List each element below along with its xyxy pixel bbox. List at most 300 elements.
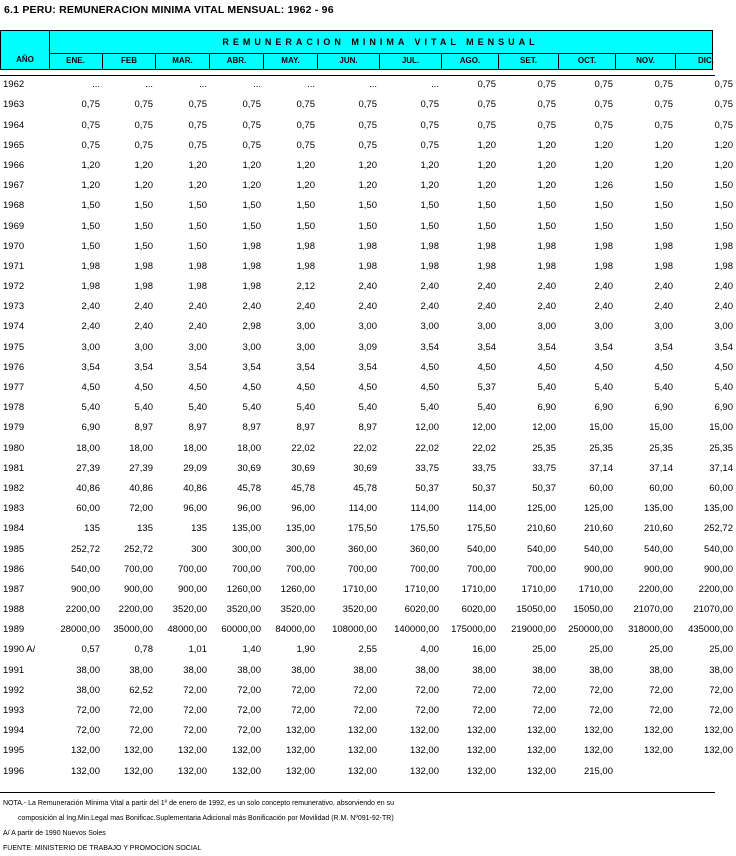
- value-cell: 25,00: [649, 644, 673, 656]
- value-cell: 900,00: [703, 563, 733, 575]
- value-cell: 1,50: [537, 200, 556, 212]
- value-cell: 72,00: [353, 705, 377, 716]
- value-cell: 4,50: [242, 382, 261, 393]
- value-cell: 135,00: [231, 523, 261, 535]
- value-cell: 0,75: [537, 119, 556, 131]
- value-cell: 1,98: [296, 240, 315, 252]
- value-cell: 0,75: [654, 99, 673, 111]
- table-row: [0, 133, 733, 153]
- value-cell: 1,98: [242, 260, 261, 272]
- value-cell: 38,00: [472, 664, 496, 676]
- table-group-title: REMUNERACION MINIMA VITAL MENSUAL: [49, 31, 712, 54]
- table-row: [0, 254, 733, 274]
- value-cell: 540,00: [466, 543, 496, 555]
- value-cell: 1,50: [714, 180, 733, 192]
- value-cell: 3,00: [134, 341, 153, 353]
- value-cell: 3,00: [714, 321, 733, 333]
- value-cell: 4,00: [420, 644, 439, 656]
- value-cell: 0,75: [477, 119, 496, 131]
- value-cell: 1,20: [594, 139, 613, 151]
- value-cell: 22,02: [472, 442, 496, 454]
- value-cell: 318000,00: [628, 624, 673, 636]
- value-cell: 4,50: [477, 361, 496, 373]
- value-cell: 3,54: [134, 361, 153, 373]
- value-cell: 96,00: [183, 503, 207, 515]
- value-cell: 132,00: [409, 725, 439, 737]
- month-headers: [49, 53, 712, 69]
- value-cell: 3,54: [477, 341, 496, 353]
- year-cell: 1983: [3, 503, 25, 515]
- table-row: [0, 375, 733, 395]
- year-cell: 1982: [3, 482, 25, 494]
- value-cell: 1,98: [477, 240, 496, 252]
- value-cell: 1,20: [714, 159, 733, 171]
- year-cell: 1981: [3, 462, 25, 474]
- table-row: [0, 758, 713, 778]
- year-cell: 1971: [3, 260, 25, 272]
- value-cell: 2200,00: [65, 604, 100, 616]
- value-cell: 0,75: [188, 139, 207, 151]
- page-title: 6.1 PERU: REMUNERACION MINIMA VITAL MENSUAL: 1962 - 96: [4, 4, 334, 16]
- value-cell: 6,90: [81, 422, 100, 434]
- value-cell: 4,50: [420, 382, 439, 393]
- value-cell: 1,20: [537, 159, 556, 171]
- value-cell: 5,40: [714, 382, 733, 393]
- value-cell: ...: [431, 79, 439, 91]
- year-cell: 1974: [3, 321, 25, 333]
- value-cell: 0,78: [134, 644, 153, 656]
- value-cell: 1,20: [420, 180, 439, 192]
- value-cell: 700,00: [526, 563, 556, 575]
- value-cell: 1,50: [134, 220, 153, 232]
- value-cell: 72,00: [291, 684, 315, 696]
- value-cell: 2,40: [81, 321, 100, 333]
- value-cell: 175000,00: [451, 624, 496, 636]
- year-cell: 1976: [3, 361, 25, 373]
- value-cell: 1,50: [420, 200, 439, 212]
- value-cell: 2,40: [714, 301, 733, 313]
- value-cell: 72,00: [589, 684, 613, 696]
- table-row: [0, 294, 733, 314]
- value-cell: 540,00: [703, 543, 733, 555]
- value-cell: 132,00: [231, 745, 261, 757]
- value-cell: 2,40: [242, 301, 261, 313]
- year-cell: 1962: [3, 79, 25, 91]
- year-cell: 1990 A/: [3, 644, 36, 656]
- value-cell: 1,98: [594, 260, 613, 272]
- value-cell: 1,50: [537, 220, 556, 232]
- value-cell: 132,00: [526, 765, 556, 777]
- table-row: [0, 213, 733, 233]
- value-cell: 3,00: [654, 321, 673, 333]
- value-cell: 45,78: [353, 482, 377, 494]
- note-line-2: composición al Ing.Min.Legal mas Bonificac.Suplementaria Adicional más Bonificación por Movilidad (R.M. Nº091-92-TR): [18, 815, 394, 822]
- value-cell: 1,98: [188, 281, 207, 293]
- value-cell: 1,98: [242, 240, 261, 252]
- value-cell: 38,00: [76, 664, 100, 676]
- value-cell: 210,60: [526, 523, 556, 535]
- value-cell: 18,00: [129, 442, 153, 454]
- value-cell: 1,98: [81, 281, 100, 293]
- value-cell: 0,75: [134, 99, 153, 111]
- value-cell: 0,75: [296, 139, 315, 151]
- value-cell: 8,97: [296, 422, 315, 434]
- value-cell: 25,00: [532, 644, 556, 656]
- month-header: OCT.: [559, 53, 616, 69]
- value-cell: 175,50: [466, 523, 496, 535]
- value-cell: 125,00: [526, 503, 556, 515]
- value-cell: 18,00: [183, 442, 207, 454]
- value-cell: 72,00: [183, 705, 207, 716]
- table-row: [0, 718, 733, 738]
- value-cell: 135: [84, 523, 100, 535]
- value-cell: 132,00: [643, 745, 673, 757]
- table-row: [0, 153, 733, 173]
- source-note: FUENTE: MINISTERIO DE TRABAJO Y PROMOCION SOCIAL: [3, 845, 202, 852]
- value-cell: 1,20: [654, 139, 673, 151]
- value-cell: 0,75: [537, 79, 556, 91]
- value-cell: 25,00: [709, 644, 733, 656]
- value-cell: 84000,00: [275, 624, 315, 636]
- value-cell: 132,00: [347, 725, 377, 737]
- value-cell: 2,40: [654, 301, 673, 313]
- value-cell: 1710,00: [521, 583, 556, 595]
- value-cell: 135,00: [285, 523, 315, 535]
- value-cell: 125,00: [583, 503, 613, 515]
- value-cell: 5,40: [81, 402, 100, 414]
- value-cell: 1,20: [358, 180, 377, 192]
- value-cell: 435000,00: [688, 624, 733, 636]
- value-cell: 37,14: [589, 462, 613, 474]
- value-cell: 132,00: [123, 765, 153, 777]
- value-cell: 540,00: [526, 543, 556, 555]
- value-cell: 1,50: [188, 240, 207, 252]
- value-cell: 132,00: [347, 745, 377, 757]
- table-row: [0, 314, 733, 334]
- value-cell: 1,20: [134, 180, 153, 192]
- value-cell: 50,37: [472, 482, 496, 494]
- value-cell: 25,00: [589, 644, 613, 656]
- value-cell: 72,00: [291, 705, 315, 716]
- value-cell: 1,50: [81, 240, 100, 252]
- value-cell: 1260,00: [280, 583, 315, 595]
- value-cell: 15050,00: [573, 604, 613, 616]
- value-cell: 900,00: [583, 563, 613, 575]
- year-cell: 1963: [3, 99, 25, 111]
- value-cell: 0,75: [654, 119, 673, 131]
- value-cell: 132,00: [526, 725, 556, 737]
- value-cell: 12,00: [415, 422, 439, 434]
- year-cell: 1986: [3, 563, 25, 575]
- value-cell: 1,50: [134, 240, 153, 252]
- value-cell: 135,00: [703, 503, 733, 515]
- value-cell: 4,50: [81, 382, 100, 393]
- value-cell: 5,40: [296, 402, 315, 414]
- year-cell: 1970: [3, 240, 25, 252]
- value-cell: 2,12: [296, 281, 315, 293]
- value-cell: 21070,00: [693, 604, 733, 616]
- table-row: [0, 657, 733, 677]
- value-cell: 0,75: [81, 139, 100, 151]
- value-cell: 29,09: [183, 462, 207, 474]
- value-cell: 22,02: [415, 442, 439, 454]
- value-cell: 40,86: [76, 482, 100, 494]
- value-cell: 12,00: [472, 422, 496, 434]
- month-header: MAY.: [264, 53, 318, 69]
- value-cell: 1,20: [714, 139, 733, 151]
- value-cell: 96,00: [237, 503, 261, 515]
- year-column-header: AÑO: [1, 31, 50, 69]
- value-cell: 2,40: [477, 301, 496, 313]
- value-cell: 1,20: [81, 180, 100, 192]
- value-cell: 0,75: [134, 119, 153, 131]
- month-header: MAR.: [156, 53, 210, 69]
- month-header: JUN.: [318, 53, 380, 69]
- value-cell: ...: [92, 79, 100, 91]
- value-cell: 1,20: [594, 159, 613, 171]
- year-cell: 1994: [3, 725, 25, 737]
- value-cell: 60,00: [589, 482, 613, 494]
- value-cell: 72,00: [649, 684, 673, 696]
- value-cell: 175,50: [347, 523, 377, 535]
- value-cell: 5,40: [420, 402, 439, 414]
- table-row: [0, 355, 733, 375]
- value-cell: 1,50: [594, 220, 613, 232]
- value-cell: 0,75: [420, 139, 439, 151]
- value-cell: 1,20: [81, 159, 100, 171]
- year-cell: 1984: [3, 523, 25, 535]
- value-cell: 6,90: [537, 402, 556, 414]
- value-cell: 132,00: [285, 725, 315, 737]
- value-cell: 210,60: [583, 523, 613, 535]
- value-cell: 33,75: [415, 462, 439, 474]
- value-cell: 40,86: [183, 482, 207, 494]
- value-cell: 5,40: [477, 402, 496, 414]
- table-row: [0, 557, 733, 577]
- value-cell: 0,75: [714, 99, 733, 111]
- value-cell: 2,40: [714, 281, 733, 293]
- value-cell: 27,39: [129, 462, 153, 474]
- value-cell: 3,00: [358, 321, 377, 333]
- note-a: A/ A partir de 1990 Nuevos Soles: [3, 830, 106, 837]
- value-cell: 132,00: [703, 745, 733, 757]
- value-cell: 1,20: [477, 139, 496, 151]
- table-row: [0, 678, 733, 698]
- value-cell: 0,75: [714, 119, 733, 131]
- value-cell: 132,00: [583, 725, 613, 737]
- value-cell: 12,00: [532, 422, 556, 434]
- value-cell: 132,00: [231, 765, 261, 777]
- value-cell: 27,39: [76, 462, 100, 474]
- year-cell: 1967: [3, 180, 25, 192]
- value-cell: 4,50: [594, 361, 613, 373]
- year-cell: 1968: [3, 200, 25, 212]
- value-cell: 62,52: [129, 684, 153, 696]
- value-cell: 38,00: [129, 664, 153, 676]
- value-cell: 2,40: [188, 321, 207, 333]
- value-cell: 1,98: [654, 260, 673, 272]
- table-row: [0, 577, 733, 597]
- value-cell: 33,75: [472, 462, 496, 474]
- value-cell: 72,00: [129, 503, 153, 515]
- value-cell: 1,98: [654, 240, 673, 252]
- value-cell: 25,35: [709, 442, 733, 454]
- value-cell: 114,00: [348, 503, 377, 515]
- value-cell: 135: [191, 523, 207, 535]
- month-header: ENE.: [49, 53, 103, 69]
- data-table: [0, 72, 733, 779]
- table-row: [0, 193, 733, 213]
- value-cell: 1,98: [537, 260, 556, 272]
- value-cell: 72,00: [415, 705, 439, 716]
- value-cell: 540,00: [643, 543, 673, 555]
- value-cell: 3,00: [594, 321, 613, 333]
- value-cell: 15,00: [649, 422, 673, 434]
- value-cell: 1,50: [420, 220, 439, 232]
- value-cell: 72,00: [472, 705, 496, 716]
- value-cell: 132,00: [347, 765, 377, 777]
- value-cell: 1,50: [654, 220, 673, 232]
- value-cell: 45,78: [291, 482, 315, 494]
- value-cell: 72,00: [472, 684, 496, 696]
- value-cell: 1,98: [242, 281, 261, 293]
- value-cell: 1,98: [134, 260, 153, 272]
- table-row: [0, 617, 733, 637]
- table-row: [0, 112, 733, 132]
- value-cell: 114,00: [467, 503, 496, 515]
- value-cell: 210,60: [643, 523, 673, 535]
- value-cell: 132,00: [70, 745, 100, 757]
- value-cell: 72,00: [649, 705, 673, 716]
- month-header: DIC.: [698, 56, 714, 65]
- value-cell: ...: [307, 79, 315, 91]
- value-cell: 0,57: [81, 644, 100, 656]
- value-cell: 72,00: [76, 725, 100, 737]
- value-cell: 1,26: [594, 180, 613, 192]
- value-cell: 132,00: [466, 725, 496, 737]
- value-cell: 5,40: [134, 402, 153, 414]
- value-cell: 4,50: [134, 382, 153, 393]
- value-cell: 2,40: [134, 301, 153, 313]
- value-cell: 8,97: [188, 422, 207, 434]
- value-cell: ...: [199, 79, 207, 91]
- value-cell: 1,98: [537, 240, 556, 252]
- value-cell: 0,75: [714, 79, 733, 91]
- value-cell: 215,00: [583, 765, 613, 777]
- year-cell: 1993: [3, 705, 25, 716]
- value-cell: 1,20: [242, 180, 261, 192]
- value-cell: 700,00: [123, 563, 153, 575]
- value-cell: 38,00: [709, 664, 733, 676]
- value-cell: 1,98: [358, 240, 377, 252]
- month-header: AGO.: [442, 53, 499, 69]
- value-cell: 360,00: [409, 543, 439, 555]
- value-cell: 21070,00: [633, 604, 673, 616]
- note-line-1: NOTA.- La Remuneración Mínima Vital a partir del 1º de enero de 1992, es un solo concepto remunerativo, absorviendo en su: [3, 800, 395, 807]
- value-cell: 5,37: [477, 382, 496, 393]
- value-cell: 0,75: [594, 119, 613, 131]
- value-cell: 1,40: [242, 644, 261, 656]
- value-cell: 900,00: [177, 583, 207, 595]
- value-cell: 6020,00: [404, 604, 439, 616]
- value-cell: 60000,00: [221, 624, 261, 636]
- month-header: SET.: [499, 53, 559, 69]
- value-cell: 5,40: [188, 402, 207, 414]
- value-cell: 1,90: [296, 644, 315, 656]
- value-cell: 28000,00: [60, 624, 100, 636]
- value-cell: 3,54: [537, 341, 556, 353]
- value-cell: 132,00: [285, 765, 315, 777]
- value-cell: 38,00: [649, 664, 673, 676]
- value-cell: 700,00: [347, 563, 377, 575]
- value-cell: 4,50: [654, 361, 673, 373]
- value-cell: 132,00: [70, 765, 100, 777]
- table-row: [0, 234, 733, 254]
- table-row: [0, 334, 733, 354]
- value-cell: 0,75: [477, 79, 496, 91]
- table-row: [0, 92, 733, 112]
- table-row: [0, 456, 733, 476]
- value-cell: 72,00: [237, 705, 261, 716]
- month-header: JUL.: [380, 53, 442, 69]
- value-cell: 132,00: [583, 745, 613, 757]
- table-row: [0, 597, 733, 617]
- year-cell: 1975: [3, 341, 25, 353]
- value-cell: 132,00: [466, 765, 496, 777]
- value-cell: 1,50: [477, 220, 496, 232]
- month-header: ABR.: [210, 53, 264, 69]
- year-cell: 1985: [3, 543, 25, 555]
- table-row: [0, 496, 733, 516]
- table-row: [0, 274, 733, 294]
- value-cell: 1,98: [81, 260, 100, 272]
- value-cell: 132,00: [177, 745, 207, 757]
- value-cell: 50,37: [415, 482, 439, 494]
- value-cell: 1,98: [420, 260, 439, 272]
- table-row: [0, 173, 733, 193]
- value-cell: 8,97: [358, 422, 377, 434]
- value-cell: 60,00: [709, 482, 733, 494]
- value-cell: 4,50: [188, 382, 207, 393]
- value-cell: 1,50: [714, 220, 733, 232]
- table-row: [0, 738, 733, 758]
- value-cell: 252,72: [123, 543, 153, 555]
- table-row: [0, 72, 733, 92]
- value-cell: 219000,00: [511, 624, 556, 636]
- value-cell: 96,00: [291, 503, 315, 515]
- value-cell: 1,20: [477, 180, 496, 192]
- value-cell: 1,50: [358, 220, 377, 232]
- value-cell: 45,78: [237, 482, 261, 494]
- value-cell: 37,14: [709, 462, 733, 474]
- value-cell: 108000,00: [332, 624, 377, 636]
- value-cell: 30,69: [237, 462, 261, 474]
- table-row: [0, 435, 733, 455]
- value-cell: 1,20: [420, 159, 439, 171]
- value-cell: 3,00: [296, 321, 315, 333]
- value-cell: ...: [253, 79, 261, 91]
- value-cell: 72,00: [415, 684, 439, 696]
- table-header: [0, 30, 713, 70]
- year-cell: 1978: [3, 402, 25, 414]
- value-cell: 900,00: [123, 583, 153, 595]
- value-cell: 1,20: [242, 159, 261, 171]
- value-cell: 1,50: [477, 200, 496, 212]
- value-cell: 132,00: [466, 745, 496, 757]
- value-cell: 0,75: [420, 119, 439, 131]
- value-cell: 0,75: [188, 119, 207, 131]
- value-cell: 38,00: [291, 664, 315, 676]
